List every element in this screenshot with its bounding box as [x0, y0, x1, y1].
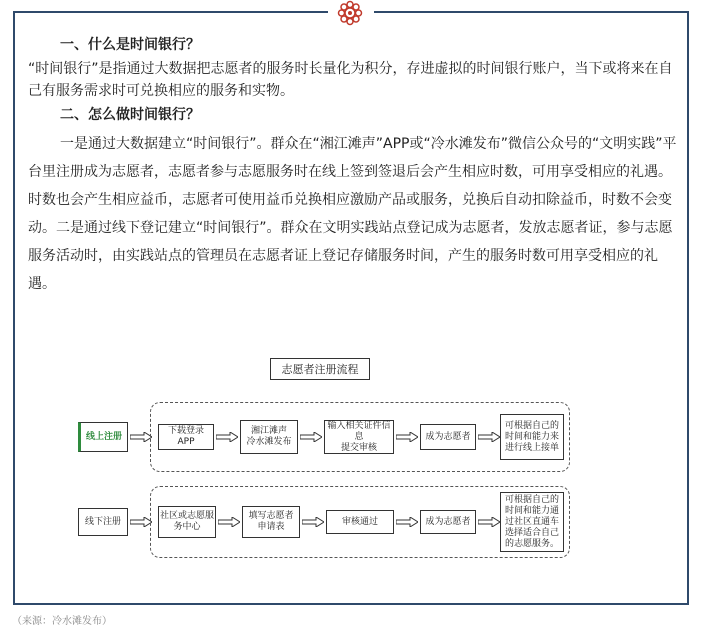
arrow-icon: [396, 432, 418, 442]
offline-step-3: 审核通过: [326, 510, 394, 534]
section-heading-2: 二、怎么做时间银行？: [60, 107, 200, 123]
online-step-2: 湘江滩声 冷水滩发布: [240, 420, 298, 454]
arrow-icon: [300, 432, 322, 442]
section-heading-1: 一、什么是时间银行？: [60, 37, 200, 53]
online-register-label: [78, 422, 128, 452]
arrow-icon: [218, 517, 240, 527]
offline-step-5: 可根据自己的 时间和能力通 过社区直通车 选择适合自己 的志愿服务。: [500, 492, 564, 552]
online-step-3: 输入相关证件信息 提交审核: [324, 420, 394, 454]
arrow-icon: [130, 517, 152, 527]
arrow-icon: [396, 517, 418, 527]
source-note: （来源：冷水滩发布）: [12, 616, 112, 627]
offline-step-4: 成为志愿者: [420, 510, 476, 534]
arrow-icon: [478, 432, 500, 442]
online-step-5: 可根据自己的 时间和能力来 进行线上接单: [500, 414, 564, 460]
arrow-icon: [302, 517, 324, 527]
online-step-1: 下载登录APP: [158, 424, 214, 450]
online-step-4: 成为志愿者: [420, 424, 476, 450]
diagram-title: 志愿者注册流程: [270, 358, 370, 380]
offline-step-2: 填写志愿者 申请表: [242, 506, 300, 538]
registration-flow-diagram: [70, 354, 570, 564]
offline-step-1: 社区或志愿服 务中心: [158, 506, 216, 538]
paragraph-method: 一是通过大数据建立“时间银行”。群众在“湘江滩声”APP或“冷水滩发布”微信公众号的“文明实践”平台里注册成为志愿者，志愿者参与志愿服务时在线上签到签退后会产生相应时数，可用享受相应的礼遇。时数也会产生相应益币，志愿者可使用益币兑换相应激励产品或服务，兑换后自动扣除益币，时数不会变动。二是通过线下登记建立“时间银行”。群众在文明实践站点登记成为志愿者，发放志愿者证，参与志愿服务活动时，由实践站点的管理员在志愿者证上登记存储服务时间，产生的服务时数可用享受相应的礼遇。: [28, 136, 677, 292]
arrow-icon: [478, 517, 500, 527]
arrow-icon: [130, 432, 152, 442]
paragraph-definition: “时间银行”是指通过大数据把志愿者的服务时长量化为积分，存进虚拟的时间银行账户，当下或将来在自己有服务需求时可兑换相应的服务和实物。: [28, 61, 673, 99]
online-register-text: 线上注册: [85, 431, 122, 442]
flower-emblem-icon: [336, 0, 364, 26]
article-body: [28, 34, 678, 298]
offline-register-label: 线下注册: [78, 508, 128, 536]
arrow-icon: [216, 432, 238, 442]
